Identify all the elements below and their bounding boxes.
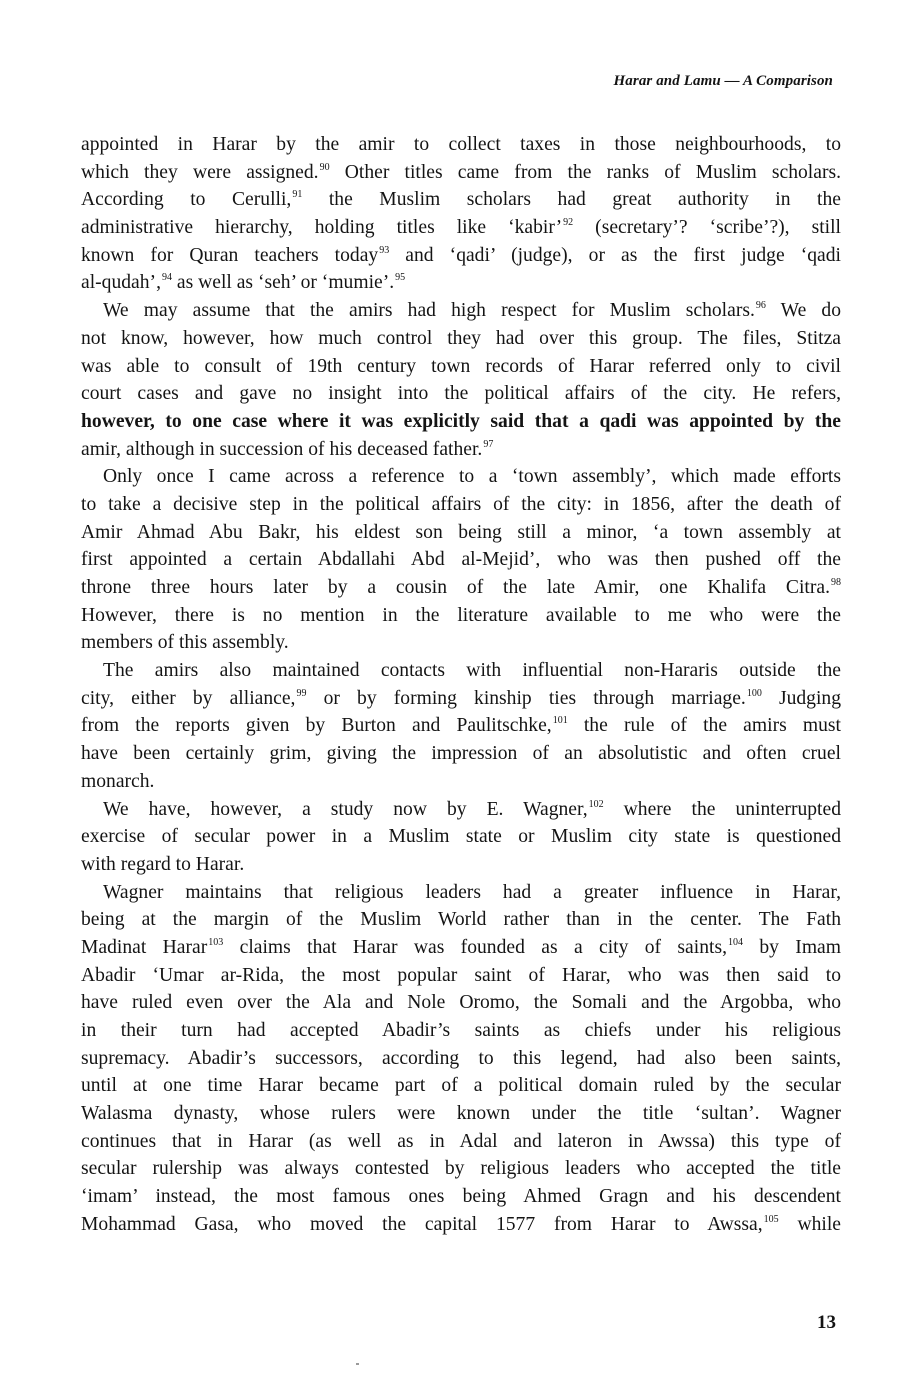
text-line [81,214,841,242]
text-run: which they were assigned. [81,161,319,183]
footnote-marker: 93 [379,244,390,256]
text-line [81,408,841,436]
text-run: (secretary’? ‘scribe’?), still [573,217,841,239]
text-run: or by forming kinship ties through marriage. [306,687,746,709]
text-line [81,353,841,381]
text-line [81,740,841,768]
text-line [81,796,841,824]
text-line [81,962,841,990]
text-line [81,1045,841,1073]
text-run: while [778,1213,841,1235]
text-line [81,1100,841,1128]
text-line [81,186,841,214]
text-line [81,879,841,907]
scan-speck [356,1363,359,1365]
footnote-marker: 103 [208,936,224,948]
text-line [81,934,841,962]
text-line [81,768,841,796]
text-line [81,159,841,187]
text-line [81,657,841,685]
text-run: Wagner maintains that religious leaders had a greater influence in Harar, [103,881,841,903]
text-run: Walasma dynasty, whose rulers were known under the title ‘sultan’. Wagner [81,1103,841,1125]
text-run: being at the margin of the Muslim World rather than in the center. The Fath [81,909,841,931]
text-run: claims that Harar was founded as a city of saints, [223,936,727,958]
text-run: throne three hours later by a cousin of the late Amir, one Khalifa Citra. [81,577,830,598]
text-run: court cases and gave no insight into the political affairs of the city. He refers, [81,383,841,405]
text-run: however, to one case where it was explicitly said that a qadi was appointed by the [81,410,841,432]
text-line [81,491,841,519]
text-run: Judging [761,687,842,709]
text-run: ‘imam’ instead, the most famous ones being Ahmed Gragn and his descendent [81,1186,841,1208]
text-line [81,851,841,879]
text-line [81,131,841,159]
text-line [81,269,841,297]
text-run: Mohammad Gasa, who moved the capital 1577 from Harar to Awssa, [81,1213,763,1235]
text-run: as well as ‘seh’ or ‘mumie’. [171,272,395,294]
text-line [81,602,841,630]
text-run: from the reports given by Burton and Paulitschke, [81,715,552,737]
text-run: amir, although in succession of his deceased father. [81,438,483,460]
text-run: al-qudah’, [81,272,161,294]
text-line [81,1128,841,1156]
text-run: by Imam [742,936,841,958]
text-run: where the uninterrupted [603,798,841,820]
footnote-marker: 101 [552,715,568,727]
text-line [81,1017,841,1045]
text-run: was able to consult of 19th century town records of Harar referred only to civil [81,355,841,377]
text-run: exercise of secular power in a Muslim state or Muslim city state is questioned [81,826,841,848]
text-run: However, there is no mention in the literature available to me who were the [81,604,841,626]
footnote-marker: 98 [831,577,841,588]
footnote-marker: 102 [588,798,604,810]
text-line [81,1211,841,1239]
text-run: known for Quran teachers today [81,244,379,266]
footnote-marker: 104 [727,936,743,948]
footnote-marker: 90 [319,161,330,173]
text-run: We have, however, a study now by E. Wagner, [103,798,588,820]
text-run: with regard to Harar. [81,853,245,875]
text-run: Amir Ahmad Abu Bakr, his eldest son being still a minor, ‘a town assembly at [81,521,841,543]
text-run: until at one time Harar became part of a political domain ruled by the secular [81,1075,841,1097]
text-run: not know, however, how much control they had over this group. The files, Stitza [81,327,841,349]
text-line [81,906,841,934]
text-line [81,546,841,574]
body-text [81,131,841,1239]
text-line [81,325,841,353]
footnote-marker: 100 [746,687,762,699]
text-run: We do [765,300,841,322]
text-run: The amirs also maintained contacts with influential non-Hararis outside the [103,660,841,682]
text-run: continues that in Harar (as well as in Adal and lateron in Awssa) this type of [81,1130,841,1152]
text-run: monarch. [81,770,155,792]
text-line [81,1155,841,1183]
text-run: members of this assembly. [81,632,289,654]
text-line [81,712,841,740]
text-run: and ‘qadi’ (judge), or as the first judge ‘qadi [389,244,841,266]
text-run: the rule of the amirs must [567,715,841,737]
footnote-marker: 94 [161,272,172,284]
text-run: first appointed a certain Abdallahi Abd al-Mejid’, who was then pushed off the [81,549,841,571]
text-line [81,436,841,464]
text-run: We may assume that the amirs had high respect for Muslim scholars. [103,300,755,322]
footnote-marker: 105 [763,1213,779,1225]
footnote-marker: 96 [755,300,766,312]
text-line [81,629,841,657]
text-run: have been certainly grim, giving the impression of an absolutistic and often cruel [81,743,841,765]
text-run: the Muslim scholars had great authority in the [302,189,841,211]
text-run: secular rulership was always contested by religious leaders who accepted the title [81,1158,841,1180]
running-head: Harar and Lamu — A Comparison [613,73,833,89]
text-run: appointed in Harar by the amir to collect taxes in those neighbourhoods, to [81,134,841,155]
text-run: city, either by alliance, [81,687,296,709]
footnote-marker: 97 [483,438,494,450]
text-run: According to Cerulli, [81,189,292,211]
footnote-marker: 91 [292,189,303,201]
text-line [81,823,841,851]
text-run: administrative hierarchy, holding titles like ‘kabir’ [81,217,563,239]
footnote-marker: 95 [395,272,406,284]
footnote-marker: 92 [563,217,574,229]
text-run: have ruled even over the Ala and Nole Oromo, the Somali and the Argobba, who [81,992,841,1014]
text-line [81,519,841,547]
text-run: Abadir ‘Umar ar-Rida, the most popular saint of Harar, who was then said to [81,964,841,986]
text-run: to take a decisive step in the political affairs of the city: in 1856, after the death of [81,493,841,515]
text-run: Madinat Harar [81,936,208,958]
text-run: supremacy. Abadir’s successors, according to this legend, had also been saints, [81,1047,841,1069]
text-line [81,1072,841,1100]
text-line [81,1183,841,1211]
text-line [81,380,841,408]
page-number: 13 [817,1312,836,1333]
text-line [81,574,841,602]
text-line [81,685,841,713]
footnote-marker: 99 [296,687,307,699]
text-line [81,297,841,325]
text-line [81,989,841,1017]
text-line [81,463,841,491]
text-line [81,242,841,270]
text-run: Other titles came from the ranks of Muslim scholars. [329,161,841,183]
text-run: in their turn had accepted Abadir’s saints as chiefs under his religious [81,1020,841,1041]
text-run: Only once I came across a reference to a ‘town assembly’, which made efforts [103,466,841,488]
